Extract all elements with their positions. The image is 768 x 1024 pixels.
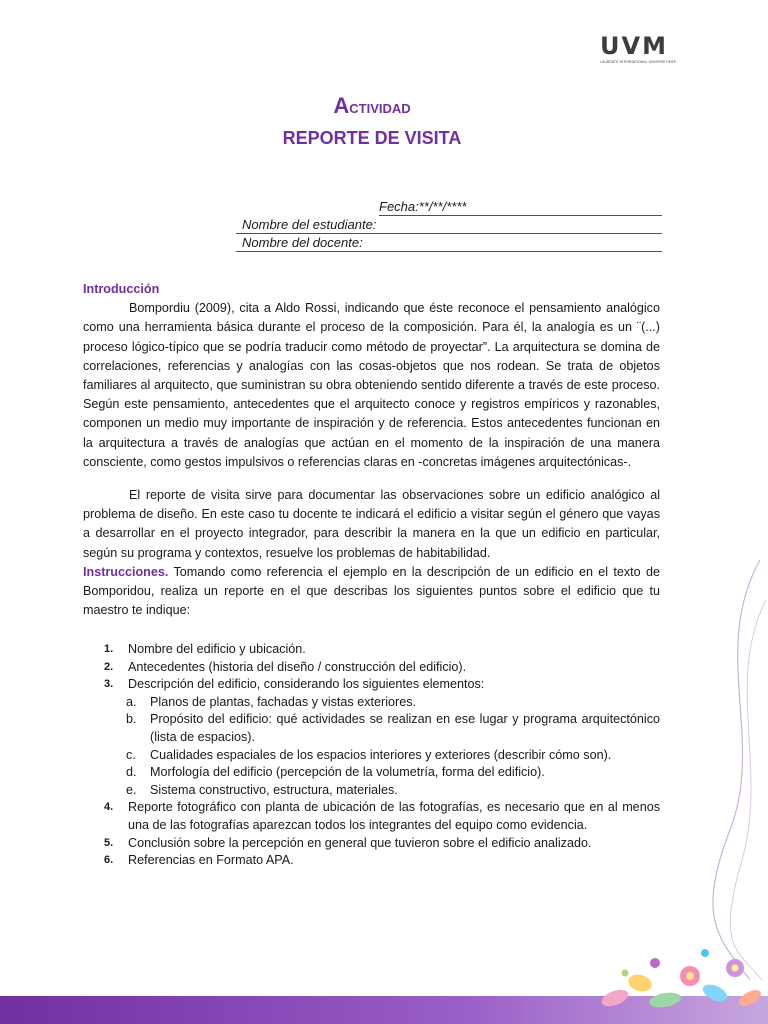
- requirements-list: [104, 641, 660, 870]
- student-name-field: Nombre del estudiante:: [242, 217, 377, 232]
- instructions-section: [83, 563, 660, 621]
- list-item: 6. Referencias en Formato APA.: [104, 853, 294, 868]
- list-item: 5. Conclusión sobre la percepción en general que tuvieron sobre el edificio analizado.: [104, 835, 592, 850]
- teacher-name-field: Nombre del docente:: [242, 235, 363, 250]
- instructions-heading: Instrucciones.: [83, 565, 169, 579]
- sub-list-item: c. Cualidades espaciales de los espacios interiores y exteriores (describir cómo son).: [126, 747, 612, 762]
- teacher-underline: [236, 251, 662, 252]
- list-item: 1. Nombre del edificio y ubicación.: [104, 642, 306, 656]
- student-underline: [236, 233, 662, 234]
- decorative-swirl: [690, 560, 768, 980]
- title-first-letter: A: [333, 93, 350, 118]
- uvm-logo: [600, 34, 680, 64]
- logo-subtext: LAUREATE INTERNATIONAL UNIVERSITIES®: [600, 60, 676, 64]
- sub-list-item: b. Propósito del edificio: qué actividades se realizan en ese lugar y programa arquitectónico (lista de espacios).: [126, 712, 660, 744]
- fecha-field: Fecha:**/**/****: [379, 199, 467, 214]
- list-item: 2. Antecedentes (historia del diseño / construcción del edificio).: [104, 659, 467, 674]
- list-item: 4. Reporte fotográfico con planta de ubicación de las fotografías, es necesario que en al menos una de las fotografías aparezcan todos los integrantes del equipo como evidencia.: [104, 800, 660, 832]
- document-title: [0, 93, 744, 119]
- logo-text: UVM: [600, 32, 668, 60]
- fecha-underline: [379, 215, 662, 216]
- sub-list-item: d. Morfología del edificio (percepción de la volumetría, forma del edificio).: [126, 765, 545, 780]
- sub-list-item: a. Planos de plantas, fachadas y vistas exteriores.: [126, 694, 417, 709]
- intro-heading: Introducción: [83, 282, 160, 296]
- intro-section: [83, 280, 660, 563]
- intro-paragraph-1: Bompordiu (2009), cita a Aldo Rossi, indicando que éste reconoce el pensamiento analógico como una herramienta básica durante el proceso de la composición. Para él, la analogía es un ¨(...) proceso lógico-típico que se podría traducir como método de proyectar”. La arquitectura se domina de correlaciones, referencias y analogías con las cosas-objetos que nos rodean. Se trata de objetos familiares al arquitecto, que suministran su obra obteniendo sentido diferente a través de este proceso. Según este pensamiento, antecedentes que el arquitecto conoce y registros empíricos y razonables, componen un medio muy importante de inspiración y de referencia. Estos antecedentes funcionan en la arquitectura a través de analogías que actúan en el momento de la inspiración de una manera consciente, como gestos impulsivos o referencias claras en -concretas imágenes arquitectónicas-.: [83, 301, 660, 469]
- flower-decoration-icon: [585, 938, 768, 1024]
- list-item: 3. Descripción del edificio, considerando los siguientes elementos:: [104, 677, 485, 692]
- document-subtitle: REPORTE DE VISITA: [282, 128, 462, 148]
- sub-list-item: e. Sistema constructivo, estructura, materiales.: [126, 782, 398, 797]
- intro-paragraph-2: El reporte de visita sirve para documentar las observaciones sobre un edificio analógico al problema de diseño. En este caso tu docente te indicará el edificio a visitar según el género que vayas a desarrollar en el proyecto integrador, para describir la manera en la que un edificio en particular, según su programa y contextos, resuelve los problemas de habitabilidad.: [83, 488, 660, 560]
- title-rest: ctividad: [349, 97, 411, 117]
- instructions-text: Tomando como referencia el ejemplo en la descripción de un edificio en el texto de Bomporidou, realiza un reporte en el que describas los siguientes puntos sobre el edificio que tu maestro te indique:: [83, 565, 660, 618]
